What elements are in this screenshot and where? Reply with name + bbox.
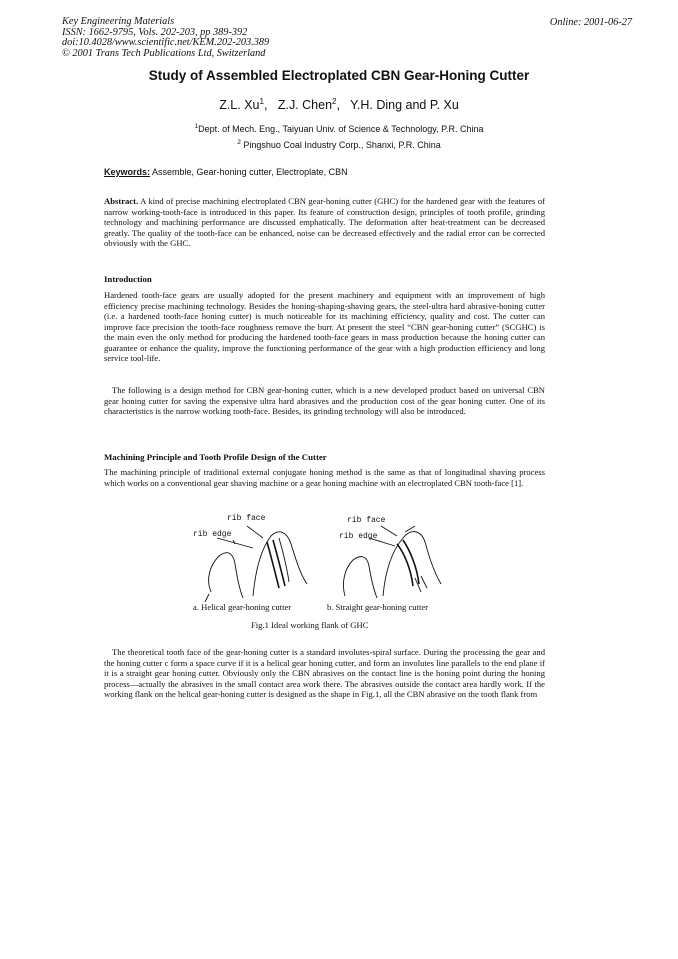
section-heading-introduction: Introduction — [104, 274, 152, 284]
publication-header — [62, 17, 269, 59]
issn-line: ISSN: 1662-9795, Vols. 202-203, pp 389-392 — [62, 26, 248, 38]
paper-title: Study of Assembled Electroplated CBN Gear-Honing Cutter — [148, 68, 530, 83]
author-list: Z.L. Xu$^1$, Z.J. Chen$^2$, Y.H. Ding and P. Xu — [219, 97, 459, 113]
affiliation-text: Dept. of Mech. Eng., Taiyuan Univ. of Science & Technology, P.R. China — [198, 124, 484, 134]
figure-1-caption: Fig.1 Ideal working flank of GHC — [251, 620, 369, 630]
author-sup: 2 — [332, 97, 337, 106]
affiliation-sup: 2 — [237, 139, 241, 146]
label-rib-edge-a: rib edge — [193, 530, 232, 539]
affiliation-text: Pingshuo Coal Industry Corp., Shanxi, P.R. China — [243, 140, 441, 150]
abstract — [104, 196, 545, 249]
label-rib-face-a: rib face — [227, 514, 266, 523]
copyright-line: © 2001 Trans Tech Publications Ltd, Switzerland — [62, 47, 266, 59]
author-name: Y.H. Ding and P. Xu — [350, 98, 459, 113]
introduction-para-1: Hardened tooth-face gears are usually adopted for the present machinery and equipment with an improvement of high efficiency precise machining technology. Besides the honing-shaping-shaving gears, the steel-ultra hard abrasive-honing cutter (i.e. a hardened tooth-face honing cutter) is much noticeable for its machining efficiency, quality and cost. The cutter can improve face precision the tooth-face roughness remove the burr. At present the steel “CBN gear-honing cutter” (SCGHC) is the main even the only method for producing the hardened tooth-face gears in mass production because the honing cutter can guarantee or enhance the quality, improve the functioning performance of the gear with a high production efficiency and long service tool-life. — [104, 290, 545, 363]
label-rib-face-b: rib face — [347, 516, 386, 525]
helical-cutter-drawing — [205, 526, 307, 602]
doi-line: doi:10.4028/www.scientific.net/KEM.202-203.389 — [62, 37, 270, 48]
figure-1 — [175, 512, 475, 632]
section2-para-1: The machining principle of traditional external conjugate honing method is the same as that of longitudinal shaving process which works on a conventional gear shaving machine or a gear honing machine with an electroplated CBN tooth-face [1]. — [104, 467, 545, 488]
author-name: Z.L. Xu — [219, 98, 260, 113]
affiliation-sup: 1 — [194, 123, 199, 130]
introduction-para-2: The following is a design method for CBN gear-honing cutter, which is a new developed product based on universal CBN gear honing cutter for saving the expensive ultra hard abrasives and the production cost of the gear honing cutter. One of its characteristics is the narrow working tooth-face. Besides, its grinding technology will also be introduced. — [104, 385, 545, 416]
abstract-text: A kind of precise machining electroplated CBN gear-honing cutter (GHC) for the hardened gear with the features of narrow working-tooth-face is introduced in this paper. Its feature of construction design, principles of tooth profile, grinding technology and machining performance are discussed emphatically. The deformation after heat-treatment can be decreased greatly. The quality of the tooth-face can be enhanced, noise can be decreased effectively and the radial error can be corrected obviously with the GHC. — [104, 196, 545, 248]
keywords — [104, 167, 348, 177]
figure-caption-b: b. Straight gear-honing cutter — [327, 602, 429, 612]
keywords-text: Assemble, Gear-honing cutter, Electroplate, CBN — [152, 167, 348, 177]
figure-1-drawing — [175, 512, 475, 602]
author-sup: 1 — [259, 97, 264, 106]
figure-caption-a: a. Helical gear-honing cutter — [193, 602, 292, 612]
section-heading-machining: Machining Principle and Tooth Profile Design of the Cutter — [104, 452, 327, 462]
journal-name: Key Engineering Materials — [62, 16, 175, 27]
keywords-label: Keywords: — [104, 167, 151, 177]
affiliation-1 — [0, 123, 678, 134]
affiliation-2 — [0, 139, 678, 150]
label-rib-edge-b: rib edge — [339, 532, 378, 541]
straight-cutter-drawing — [343, 526, 441, 598]
body-para-2: The theoretical tooth face of the gear-honing cutter is a standard involutes-spiral surface. During the processing the gear and the honing cutter c form a space curve if it is a helical gear honing cutter, and form an involutes line parallels to the end plane if it is a straight gear honing cutter. Obviously only the CBN abrasives on the contact line is the honing point during the honing process—actually the abrasives in the small contact area work there. The abrasives outside the contact area hardly work. If the working flank on the helical gear-honing cutter is designed as the shape in Fig.1, all the CBN abrasive on the tooth flank from — [104, 647, 545, 699]
author-name: Z.J. Chen — [277, 98, 333, 113]
online-date: Online: 2001-06-27 — [549, 17, 632, 28]
abstract-label: Abstract. — [104, 196, 139, 206]
